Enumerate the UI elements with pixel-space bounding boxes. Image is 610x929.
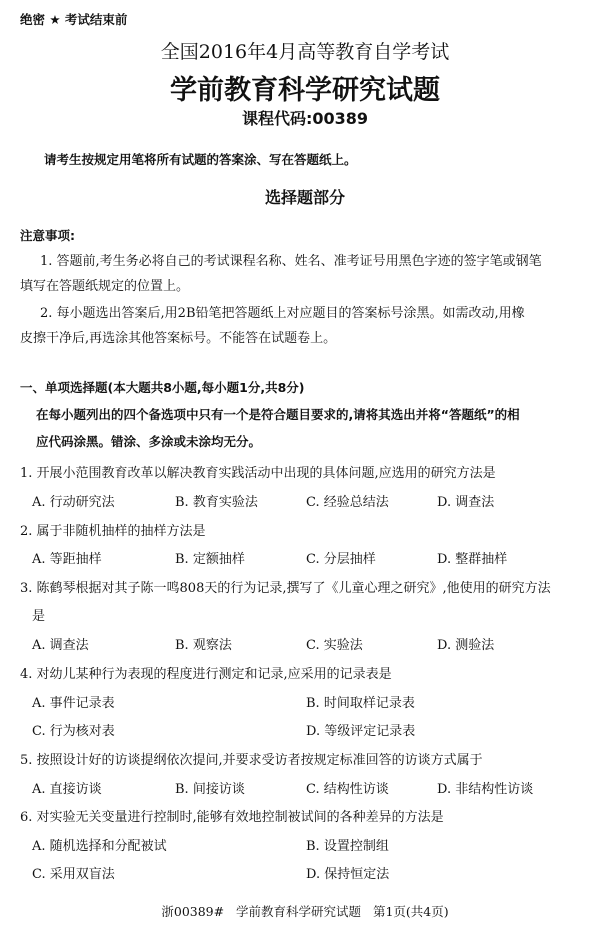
option-c: C. 采用双盲法 [32,867,115,882]
course-code: 课程代码:00389 [241,109,369,128]
question-stem: 3. 陈鹤琴根据对其子陈一鸣808天的行为记录,撰写了《儿童心理之研究》,他使用的研究方法 [20,581,551,596]
section-title: 选择题部分 [264,188,345,207]
option-b: B. 定额抽样 [175,552,245,567]
option-a: A. 等距抽样 [32,552,102,567]
option-c: C. 行为核对表 [32,724,115,739]
option-d: D. 非结构性访谈 [437,782,534,797]
option-c: C. 分层抽样 [306,552,376,567]
answer-instruction: 请考生按规定用笔将所有试题的答案涂、写在答题纸上。 [44,152,357,167]
option-d: D. 整群抽样 [437,552,508,567]
option-a: A. 行动研究法 [32,495,115,510]
option-d: D. 保持恒定法 [306,867,390,882]
question-stem: 2. 属于非随机抽样的抽样方法是 [20,524,206,539]
page-footer: 浙00389# 学前教育科学研究试题 第1页(共4页) [161,904,449,919]
option-a: A. 直接访谈 [32,782,102,797]
note-1-line-2: 填写在答题纸规定的位置上。 [20,279,190,294]
option-a: A. 事件记录表 [32,696,115,711]
option-c: C. 实验法 [306,638,363,653]
note-1-line-1: 1. 答题前,考生务必将自己的考试课程名称、姓名、准考证号用黑色字迹的签字笔或钢笔 [40,254,542,269]
option-a: A. 随机选择和分配被试 [32,839,167,854]
question-stem: 5. 按照设计好的访谈提纲依次提问,并要求受访者按规定标准回答的访谈方式属于 [20,753,483,768]
part-one-heading: 一、单项选择题(本大题共8小题,每小题1分,共8分) [20,380,305,395]
option-a: A. 调查法 [32,638,89,653]
option-c: C. 结构性访谈 [306,782,389,797]
notes-heading: 注意事项: [20,228,75,243]
option-d: D. 等级评定记录表 [306,724,416,739]
option-b: B. 设置控制组 [306,839,389,854]
option-d: D. 调查法 [437,495,495,510]
part-one-intro-line-2: 应代码涂黑。错涂、多涂或未涂均无分。 [36,434,262,449]
option-b: B. 观察法 [175,638,232,653]
option-b: B. 教育实验法 [175,495,258,510]
question-stem-continuation: 是 [32,609,46,624]
question-stem: 6. 对实验无关变量进行控制时,能够有效地控制被试间的各种差异的方法是 [20,810,444,825]
option-b: B. 时间取样记录表 [306,696,415,711]
option-d: D. 测验法 [437,638,495,653]
exam-line: 全国2016年4月高等教育自学考试 [160,41,450,63]
option-b: B. 间接访谈 [175,782,245,797]
question-stem: 4. 对幼儿某种行为表现的程度进行测定和记录,应采用的记录表是 [20,667,392,682]
note-2-line-1: 2. 每小题选出答案后,用2B铅笔把答题纸上对应题目的答案标号涂黑。如需改动,用橡 [40,306,525,321]
subject-title: 学前教育科学研究试题 [170,75,440,106]
question-stem: 1. 开展小范围教育改革以解决教育实践活动中出现的具体问题,应选用的研究方法是 [20,466,496,481]
secret-mark: 绝密 ★ 考试结束前 [20,12,128,27]
option-c: C. 经验总结法 [306,495,389,510]
part-one-intro-line-1: 在每小题列出的四个备选项中只有一个是符合题目要求的,请将其选出并将“答题纸”的相 [36,407,520,422]
note-2-line-2: 皮擦干净后,再选涂其他答案标号。不能答在试题卷上。 [20,331,337,346]
